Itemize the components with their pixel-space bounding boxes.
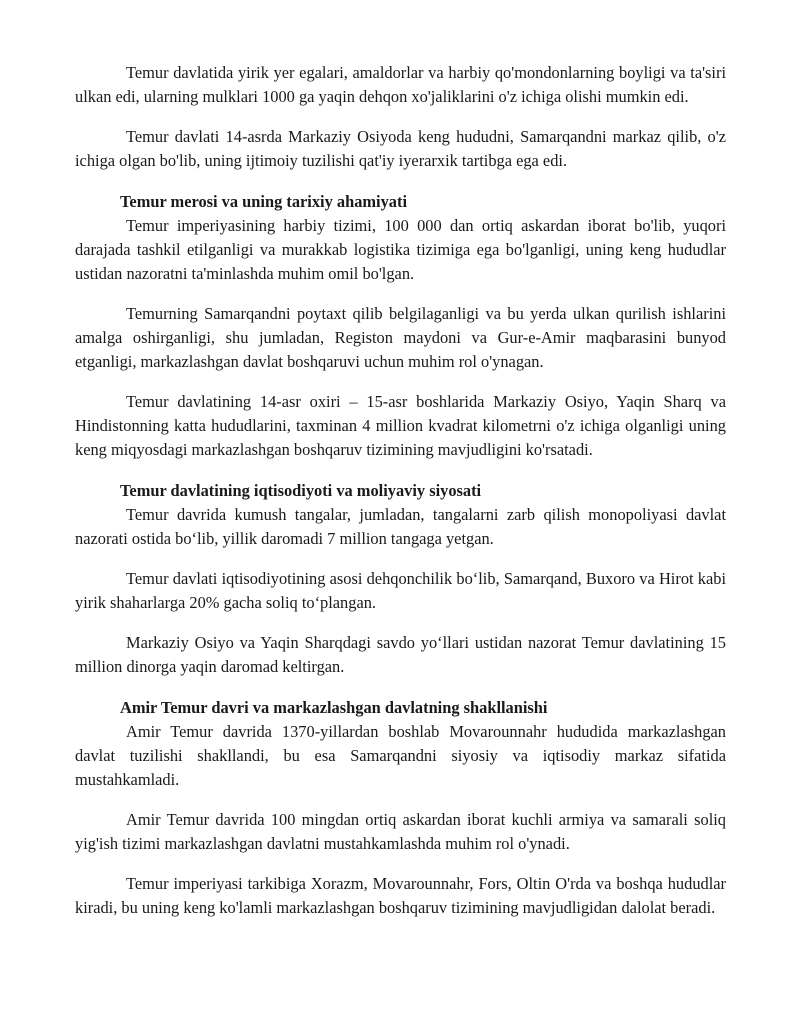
section-heading-economy: Temur davlatining iqtisodiyoti va moliyaviy siyosati	[120, 481, 482, 500]
paragraph-empire-territories: Temur imperiyasi tarkibiga Xorazm, Movarounnahr, Fors, Oltin O'rda va boshqa hududlar kiradi, bu uning keng ko'lamli markazlashgan boshqaruv tizimining mavjudligidan dalolat beradi.	[75, 874, 726, 917]
paragraph-state-formation: Amir Temur davrida 1370-yillardan boshlab Movarounnahr hududida markazlashgan davlat tuzilishi shakllandi, bu esa Samarqandni siyosiy va iqtisodiy markaz sifatida mustahkamladi.	[75, 722, 726, 789]
paragraph-agriculture-tax: Temur davlati iqtisodiyotining asosi dehqonchilik bo‘lib, Samarqand, Buxoro va Hirot kabi yirik shaharlarga 20% gacha soliq to‘plangan.	[75, 569, 726, 612]
document-page	[75, 61, 726, 920]
paragraph-territory-size: Temur davlatining 14-asr oxiri – 15-asr boshlarida Markaziy Osiyo, Yaqin Sharq va Hindistonning katta hududlarini, taxminan 4 million kvadrat kilometrni o'z ichiga olganligi uning keng miqyosdagi markazlashgan boshqaruv tizimining mavjudligini ko'rsatadi.	[75, 392, 726, 459]
paragraph-military-system: Temur imperiyasining harbiy tizimi, 100 000 dan ortiq askardan iborat bo'lib, yuqori darajada tashkil etilganligi va murakkab logistika tizimiga ega bo'lganligi, uning keng hududlar ustidan nazoratni ta'minlashda muhim omil bo'lgan.	[75, 216, 726, 283]
paragraph-wealth-of-elites: Temur davlatida yirik yer egalari, amaldorlar va harbiy qo'mondonlarning boyligi va ta'siri ulkan edi, ularning mulklari 1000 ga yaqin dehqon xo'jaliklarini o'z ichiga olishi mumkin edi.	[75, 63, 726, 106]
paragraph-coin-monopoly: Temur davrida kumush tangalar, jumladan, tangalarni zarb qilish monopoliyasi davlat nazorati ostida bo‘lib, yillik daromadi 7 million tangaga yetgan.	[75, 505, 726, 548]
section-heading-centralized-state: Amir Temur davri va markazlashgan davlatning shakllanishi	[120, 698, 548, 717]
paragraph-army-and-taxes: Amir Temur davrida 100 mingdan ortiq askardan iborat kuchli armiya va samarali soliq yig'ish tizimi markazlashgan davlatni mustahkamlashda muhim rol o'ynadi.	[75, 810, 726, 853]
paragraph-trade-routes: Markaziy Osiyo va Yaqin Sharqdagi savdo yo‘llari ustidan nazorat Temur davlatining 15 million dinorga yaqin daromad keltirgan.	[75, 633, 726, 676]
section-heading-legacy: Temur merosi va uning tarixiy ahamiyati	[120, 192, 408, 211]
paragraph-samarkand-capital: Temurning Samarqandni poytaxt qilib belgilaganligi va bu yerda ulkan qurilish ishlarini amalga oshirganligi, shu jumladan, Registon maydoni va Gur-e-Amir maqbarasini bunyod etganligi, markazlashgan davlat boshqaruvi uchun muhim rol o'ynagan.	[75, 304, 726, 371]
paragraph-social-structure: Temur davlati 14-asrda Markaziy Osiyoda keng hududni, Samarqandni markaz qilib, o'z ichiga olgan bo'lib, uning ijtimoiy tuzilishi qat'iy iyerarxik tartibga ega edi.	[75, 127, 726, 170]
